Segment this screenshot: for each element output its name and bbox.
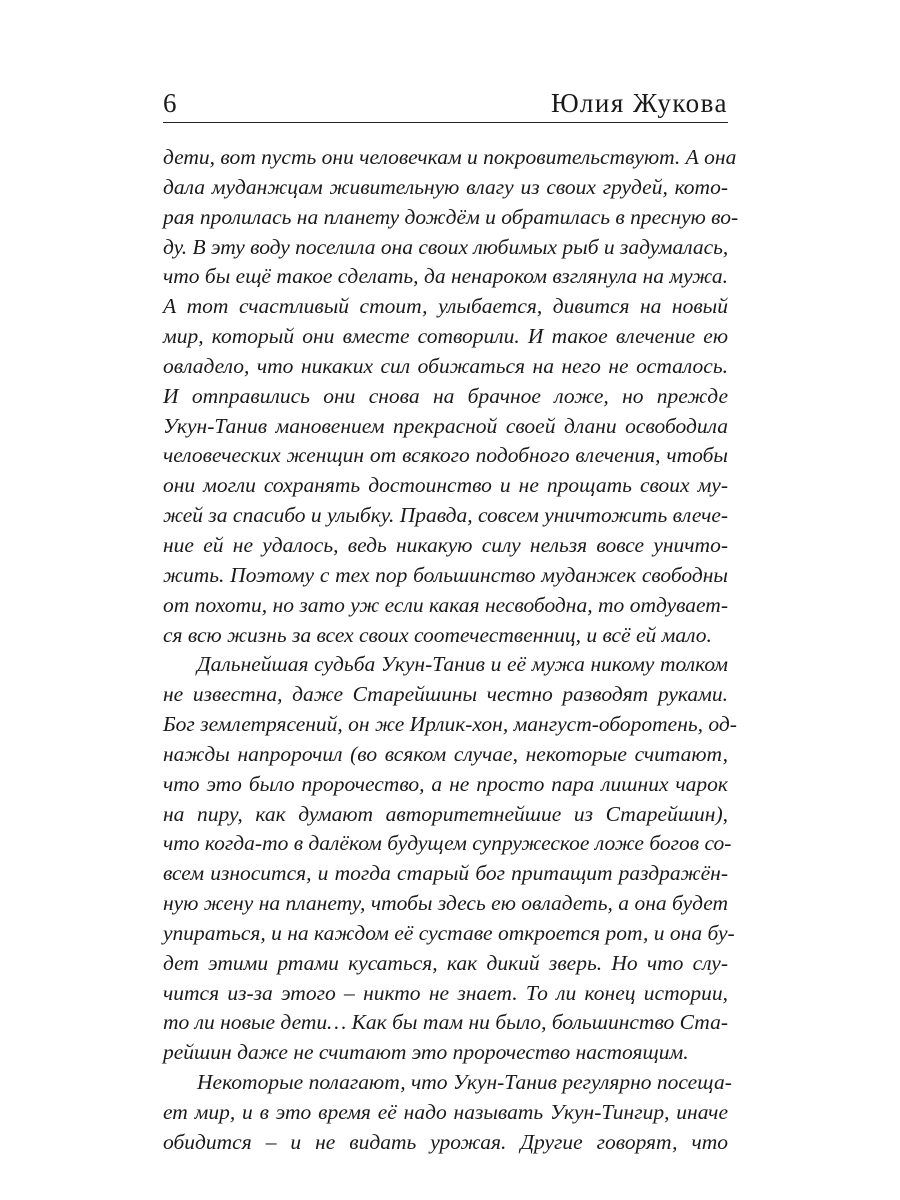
- text-line: жей за спасибо и улыбку. Правда, совсем уничтожить влече-: [163, 503, 729, 528]
- text-line: то ли новые дети… Как бы там ни было, большинство Ста-: [163, 1010, 728, 1035]
- text-line: дет этими ртами кусаться, как дикий зверь. Но что слу-: [163, 950, 728, 975]
- text-line: чится из-за этого – никто не знает. То ли конец истории,: [163, 980, 728, 1005]
- text-line: что это было пророчество, а не просто пара лишних чарок: [163, 771, 728, 796]
- text-line: мир, который они вместе сотворили. И такое влечение ею: [163, 324, 728, 349]
- paragraph: [163, 650, 737, 1068]
- text-line: они могли сохранять достоинство и не прощать своих му-: [163, 473, 728, 498]
- text-line: ную жену на планету, чтобы здесь ею овладеть, а она будет: [163, 891, 728, 916]
- text-line: рейшин даже не считают это пророчество настоящим.: [163, 1040, 689, 1065]
- text-line: ет мир, и в это время её надо называть Укун-Тингир, иначе: [163, 1100, 728, 1124]
- text-line: ду. В эту воду поселила она своих любимых рыб и задумалась,: [163, 234, 729, 259]
- text-line: Дальнейшая судьба Укун-Танив и её мужа никому толком: [197, 652, 728, 677]
- text-line: Некоторые полагают, что Укун-Танив регулярно посеща-: [197, 1070, 732, 1095]
- text-line: жить. Поэтому с тех пор большинство муданжек свободны: [163, 562, 728, 587]
- text-line: дети, вот пусть они человечкам и покровительствуют. А она: [163, 145, 737, 169]
- text-line: И отправились они снова на брачное ложе, но прежде: [163, 383, 728, 408]
- text-line: обидится – и не видать урожая. Другие говорят, что: [163, 1129, 728, 1154]
- page-number: 6: [163, 88, 177, 118]
- text-line: от похоти, но зато уж если какая несвободна, то отдувает-: [163, 592, 728, 617]
- text-line: ся всю жизнь за всех своих соотечественниц, и всё ей мало.: [163, 622, 712, 647]
- header-rule: [163, 122, 728, 123]
- text-line: что когда-то в далёком будущем супружеское ложе богов со-: [163, 831, 732, 856]
- text-line: А тот счастливый стоит, улыбается, дивится на новый: [163, 294, 728, 319]
- paragraph: [163, 1068, 732, 1158]
- text-line: овладело, что никаких сил обижаться на него не осталось.: [163, 353, 728, 378]
- text-line: упираться, и на каждом её суставе откроется рот, и она бу-: [163, 920, 735, 945]
- text-line: нажды напророчил (во всяком случае, некоторые считают,: [163, 741, 728, 766]
- text-line: не известна, даже Старейшины честно разводят руками.: [163, 682, 728, 707]
- text-line: дала муданжцам живительную влагу из своих грудей, кото-: [163, 174, 728, 199]
- text-line: всем износится, и тогда старый бог притащит раздражён-: [163, 861, 728, 886]
- running-title-author: Юлия Жукова: [551, 88, 728, 118]
- paragraph: [163, 143, 739, 650]
- text-line: рая пролилась на планету дождём и обратилась в пресную во-: [163, 204, 739, 229]
- page-header: [163, 82, 728, 122]
- body-text: [163, 143, 739, 1158]
- text-line: человеческих женщин от всякого подобного влечения, чтобы: [163, 443, 728, 468]
- text-line: ние ей не удалось, ведь никакую силу нельзя вовсе уничто-: [163, 532, 728, 557]
- text-line: на пиру, как думают авторитетнейшие из Старейшин),: [163, 801, 728, 826]
- text-line: Бог землетрясений, он же Ирлик-хон, мангуст-оборотень, од-: [163, 712, 737, 737]
- text-line: Укун-Танив мановением прекрасной своей длани освободила: [163, 413, 728, 438]
- text-line: что бы ещё такое сделать, да ненароком взглянула на мужа.: [163, 264, 728, 289]
